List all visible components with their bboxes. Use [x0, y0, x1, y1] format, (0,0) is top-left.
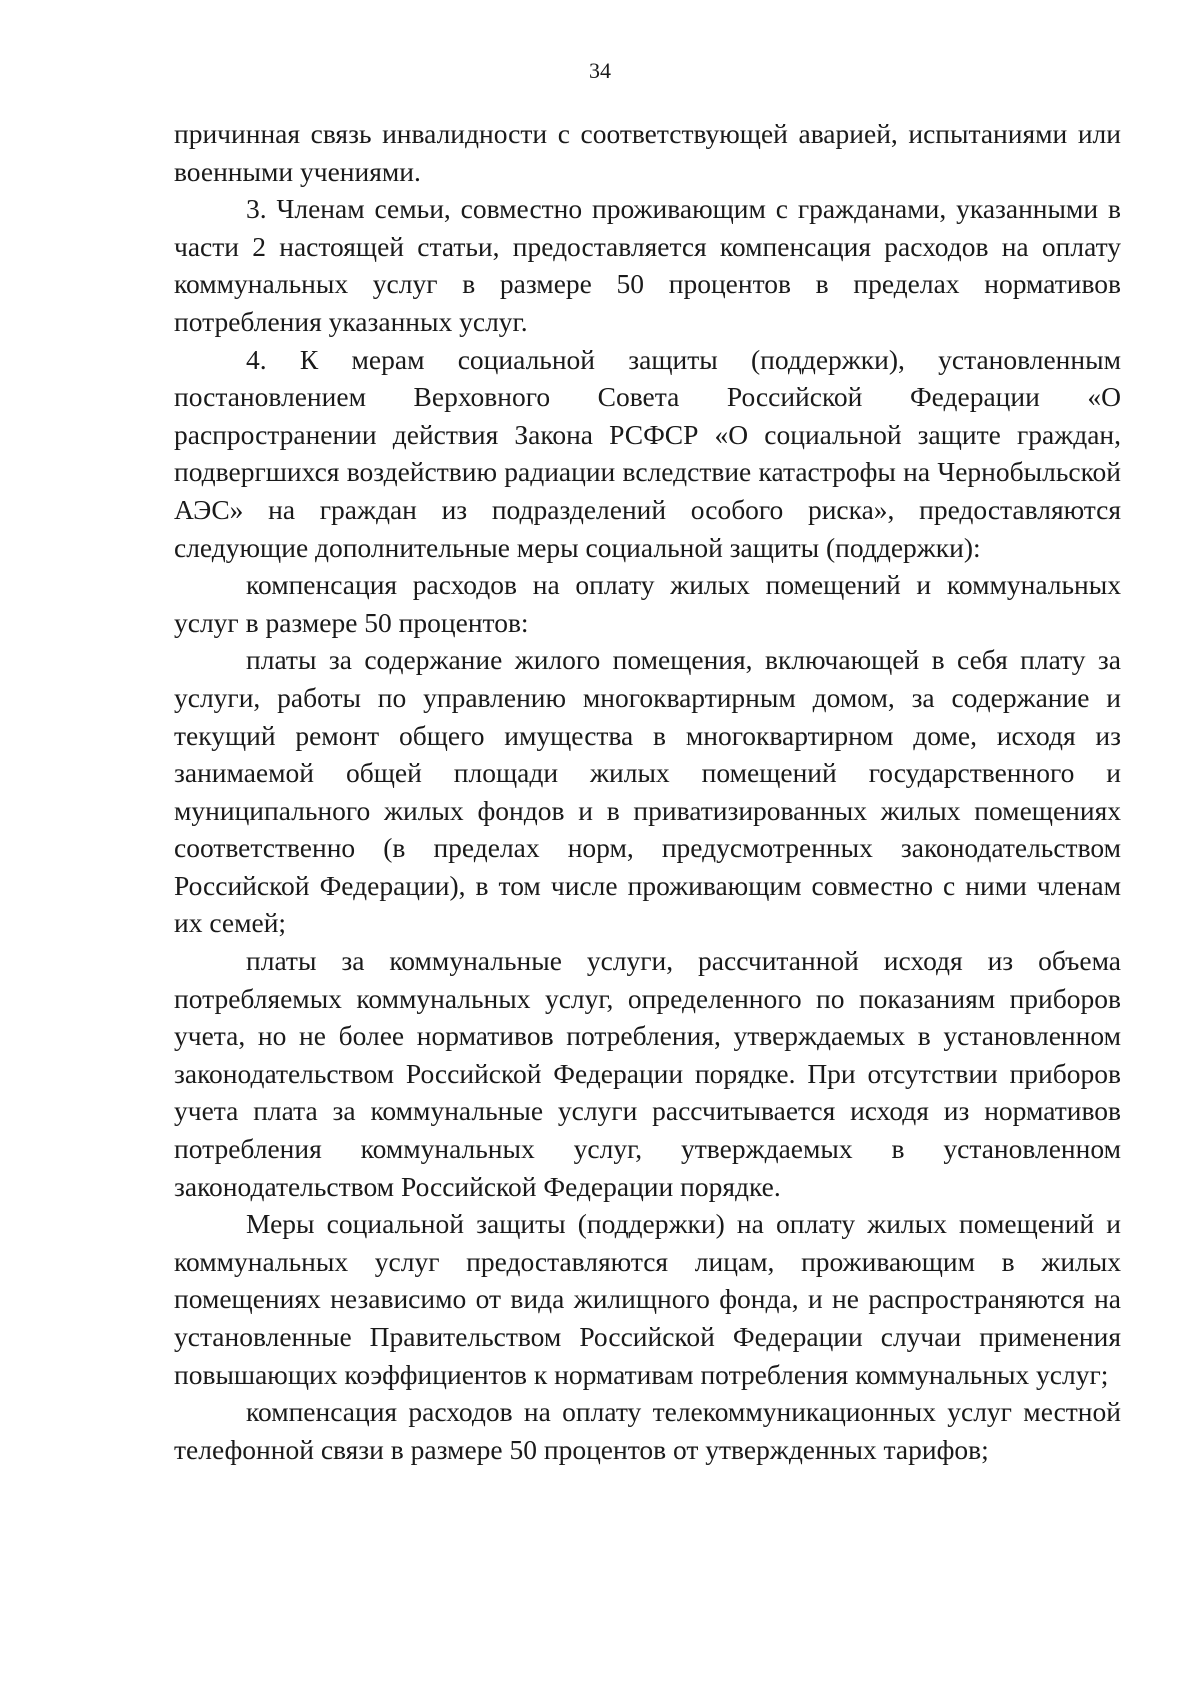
paragraph-housing-compensation: компенсация расходов на оплату жилых помещений и коммунальных услуг в размере 50 процентов:: [174, 569, 1121, 638]
paragraph-continuation: причинная связь инвалидности с соответствующей аварией, испытаниями или военными учениями.: [174, 118, 1121, 187]
paragraph-part-3: 3. Членам семьи, совместно проживающим с гражданами, указанными в части 2 настоящей статьи, предоставляется компенсация расходов на оплату коммунальных услуг в размере 50 процентов в пределах нормативов потребления указанных услуг.: [174, 193, 1121, 337]
paragraph-utility-fee: платы за коммунальные услуги, рассчитанной исходя из объема потребляемых коммунальных услуг, определенного по показаниям приборов учета, но не более нормативов потребления, утверждаемых в установленном законодательством Российской Федерации порядке. При отсутствии приборов учета плата за коммунальные услуги рассчитывается исходя из нормативов потребления коммунальных услуг, утверждаемых в установленном законодательством Российской Федерации порядке.: [174, 945, 1121, 1202]
paragraph-support-measures: Меры социальной защиты (поддержки) на оплату жилых помещений и коммунальных услуг предоставляются лицам, проживающим в жилых помещениях независимо от вида жилищного фонда, и не распространяются на установленные Правительством Российской Федерации случаи применения повышающих коэффициентов к нормативам потребления коммунальных услуг;: [174, 1208, 1121, 1390]
document-body: [174, 115, 1121, 1468]
paragraph-maintenance-fee: платы за содержание жилого помещения, включающей в себя плату за услуги, работы по управлению многоквартирным домом, за содержание и текущий ремонт общего имущества в многоквартирном доме, исходя из занимаемой общей площади жилых помещений государственного и муниципального жилых фондов и в приватизированных жилых помещениях соответственно (в пределах норм, предусмотренных законодательством Российской Федерации), в том числе проживающим совместно с ними членам их семей;: [174, 644, 1121, 939]
paragraph-part-4: 4. К мерам социальной защиты (поддержки), установленным постановлением Верховного Совета Российской Федерации «О распространении действия Закона РСФСР «О социальной защите граждан, подвергшихся воздействию радиации вследствие катастрофы на Чернобыльской АЭС» на граждан из подразделений особого риска», предоставляются следующие дополнительные меры социальной защиты (поддержки):: [174, 343, 1121, 563]
page-number: 34: [589, 58, 611, 83]
paragraph-telephone-compensation: компенсация расходов на оплату телекоммуникационных услуг местной телефонной связи в размере 50 процентов от утвержденных тарифов;: [174, 1396, 1121, 1465]
